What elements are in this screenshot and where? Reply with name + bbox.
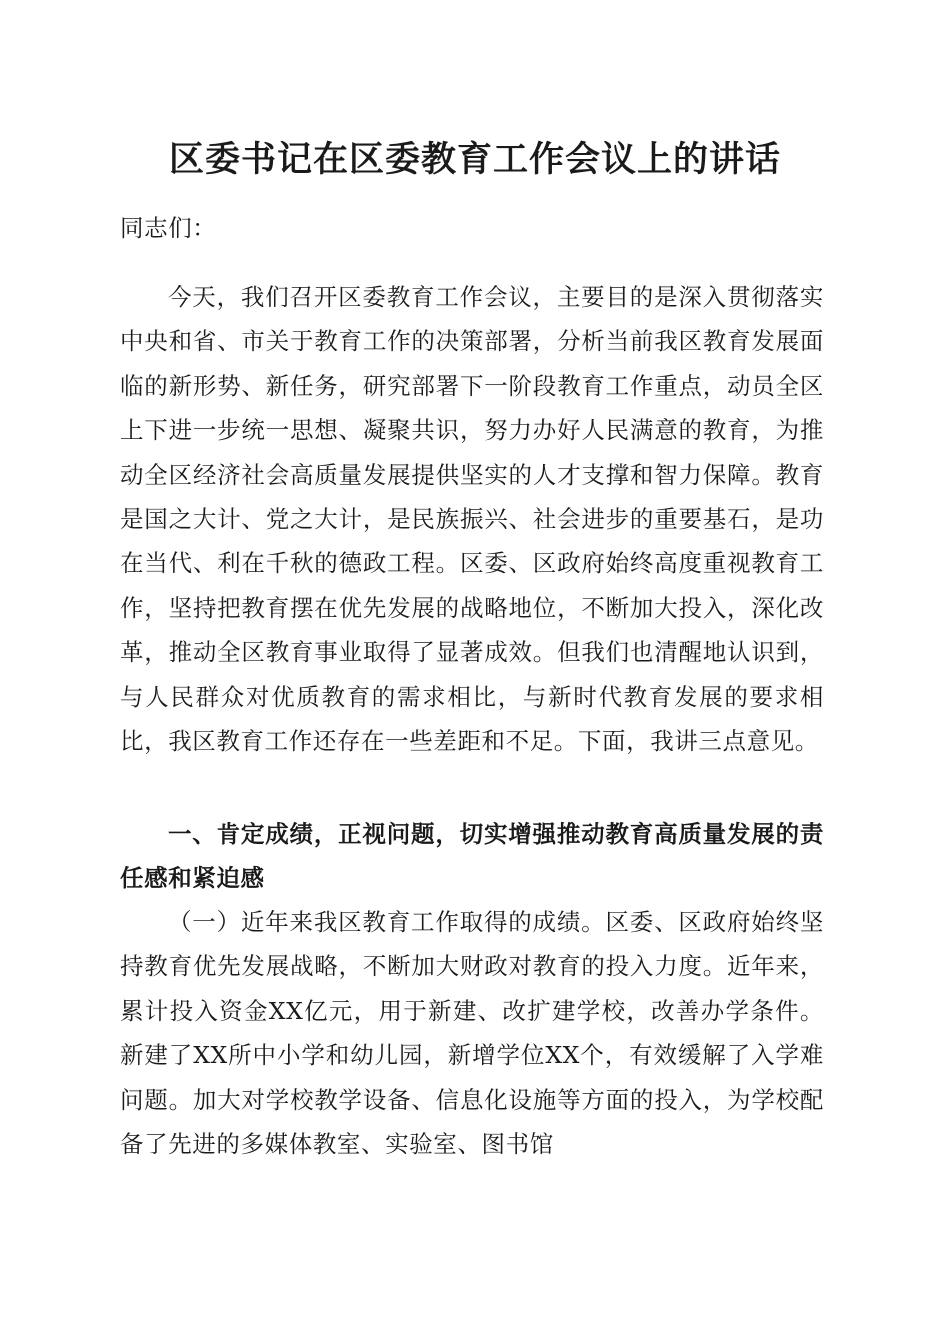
intro-paragraph: 今天，我们召开区委教育工作会议，主要目的是深入贯彻落实中央和省、市关于教育工作的决策部署，分析当前我区教育发展面临的新形势、新任务，研究部署下一阶段教育工作重点，动员全区上下进一步统一思想、凝聚共识，努力办好人民满意的教育，为推动全区经济社会高质量发展提供坚实的人才支撑和智力保障。教育是国之大计、党之大计，是民族振兴、社会进步的重要基石，是功在当代、利在千秋的德政工程。区委、区政府始终高度重视教育工作，坚持把教育摆在优先发展的战略地位，不断加大投入，深化改革，推动全区教育事业取得了显著成效。但我们也清醒地认识到，与人民群众对优质教育的需求相比，与新时代教育发展的要求相比，我区教育工作还存在一些差距和不足。下面，我讲三点意见。 (120, 283, 824, 756)
subsection-paragraph: （一）近年来我区教育工作取得的成绩。区委、区政府始终坚持教育优先发展战略，不断加大财政对教育的投入力度。近年来，累计投入资金XX亿元，用于新建、改扩建学校，改善办学条件。新建了XX所中小学和幼儿园，新增学位XX个，有效缓解了入学难问题。加大对学校教学设备、信息化设施等方面的投入，为学校配备了先进的多媒体教室、实验室、图书馆 (120, 908, 824, 1159)
salutation: 同志们： (120, 214, 217, 242)
section-heading: 一、肯定成绩，正视问题，切实增强推动教育高质量发展的责任感和紧迫感 (120, 820, 824, 893)
document-title: 区委书记在区委教育工作会议上的讲话 (168, 139, 781, 180)
